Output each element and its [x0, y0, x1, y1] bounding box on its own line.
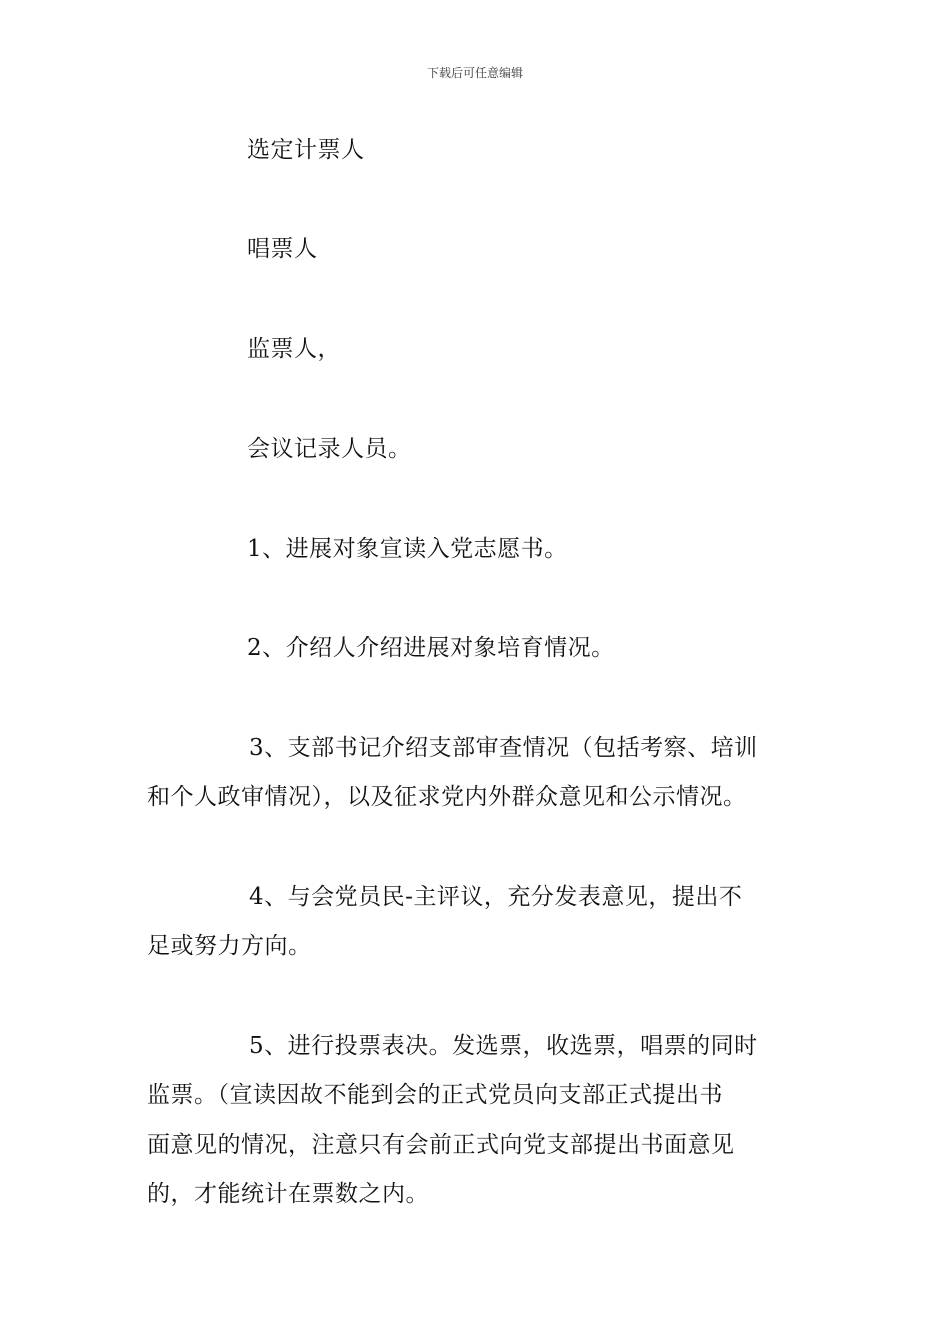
text-line-vote-counter: 选定计票人	[247, 137, 365, 163]
text-line-item-1: 1、进展对象宣读入党志愿书。	[247, 536, 568, 562]
text-line-vote-supervisor: 监票人，	[247, 336, 341, 362]
text-line-item-4-cont: 足或努力方向。	[147, 933, 312, 959]
text-line-item-3-cont: 和个人政审情况），以及征求党内外群众意见和公示情况。	[147, 784, 747, 810]
text-line-item-2: 2、介绍人介绍进展对象培育情况。	[247, 635, 615, 661]
text-line-item-4-start: 4、与会党员民-主评议，充分发表意见，提出不	[249, 884, 743, 910]
text-line-meeting-recorder: 会议记录人员。	[247, 436, 412, 462]
text-line-item-5-start: 5、进行投票表决。发选票，收选票，唱票的同时	[249, 1033, 758, 1059]
text-line-item-5-cont-2: 面意见的情况，注意只有会前正式向党支部提出书面意见	[147, 1132, 735, 1158]
page-header: 下载后可任意编辑	[426, 66, 523, 80]
text-line-item-3-start: 3、支部书记介绍支部审查情况（包括考察、培训	[249, 735, 758, 761]
text-line-item-5-cont-3: 的，才能统计在票数之内。	[147, 1181, 429, 1207]
text-line-vote-caller: 唱票人	[247, 236, 318, 262]
text-line-item-5-cont-1: 监票。（宣读因故不能到会的正式党员向支部正式提出书	[147, 1082, 723, 1108]
